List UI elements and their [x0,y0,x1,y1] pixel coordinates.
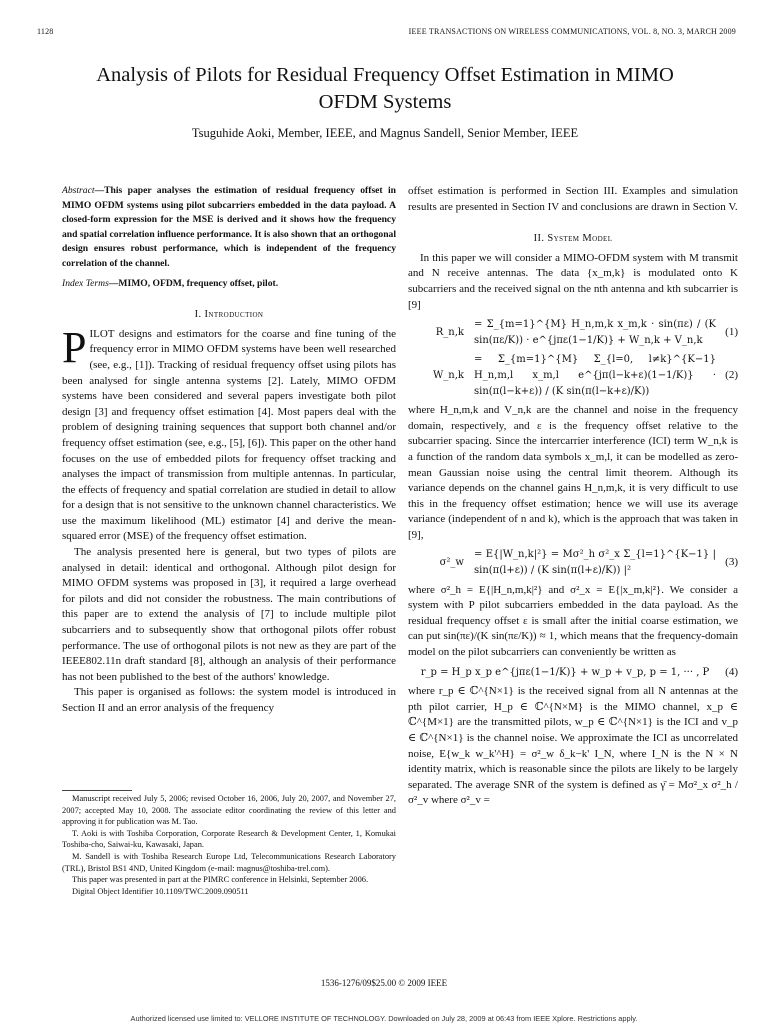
equation-2-rhs: = Σ_{m=1}^{M} Σ_{l=0, l≠k}^{K−1} H_n,m,l x_m,l e^{jπ(l−k+ε)(1−1/K)} · sin(π(l−k+ε)) / (K sin(π(l−k+ε)/K)) [474,354,716,397]
journal-header: IEEE TRANSACTIONS ON WIRELESS COMMUNICATIONS, VOL. 8, NO. 3, MARCH 2009 [408,27,736,36]
equation-3-rhs: = E{|W_n,k|²} = Mσ²_h σ²_x Σ_{l=1}^{K−1} | sin(π(l+ε)) / (K sin(π(l+ε)/K)) |² [474,549,716,577]
paper-authors: Tsuguhide Aoki, Member, IEEE, and Magnus Sandell, Senior Member, IEEE [191,126,579,140]
equation-1-number: (1) [725,325,738,338]
section-heading-system-model: II. System Model [533,233,613,245]
abstract [62,184,396,272]
equation-1 [408,317,738,348]
equation-4-number: (4) [725,665,738,678]
footnote-aoki: T. Aoki is with Toshiba Corporation, Corporate Research & Development Center, 1, Komukai Toshiba-cho, Saiwai-ku, Kawasaki, Japan. [62,828,396,850]
licence-notice: Authorized licensed use limited to: VELLORE INSTITUTE OF TECHNOLOGY. Downloaded on July 28, 2009 at 06:43 from IEEE Xplore. Restrictions apply. [130,1014,638,1023]
equation-1-lhs: R_n,k [435,326,464,338]
page-number: 1128 [37,27,54,36]
equation-3-lhs: σ²_w [439,557,464,569]
intro-paragraph-3: This paper is organised as follows: the system model is introduced in Section II and an error analysis of the frequency [62,686,396,714]
equation-4 [408,665,738,681]
footnote-block [62,793,396,897]
right-paragraph-4: where σ²_h = E{|H_n,m,k|²} and σ²_x = E{|x_m,k|²}. We consider a system with P pilot subcarriers embedded in the data payload. As the residual frequency offset ε is small after the initial coarse estimation, we can put sin(πε)/(K sin(πε/K)) ≈ 1, which means that the frequency-domain model on the pilot subcarriers can conveniently be written as [408,583,738,659]
index-terms-label: Index Terms [62,277,109,289]
equation-3 [408,547,738,578]
index-terms-text: —MIMO, OFDM, frequency offset, pilot. [108,277,279,289]
dropcap: P [62,322,87,372]
equation-1-rhs: = Σ_{m=1}^{M} H_n,m,k x_m,k · sin(πε) / (K sin(πε/K)) · e^{jπε(1−1/K)} + W_n,k + V_n,k [474,319,716,346]
equation-2 [408,352,738,399]
abstract-text: —This paper analyses the estimation of residual frequency offset in MIMO OFDM systems using pilot subcarriers embedded in the data payload. A closed-form expression for the MSE is derived and it shows how the frequency and spatial correlation influence performance. It is also shown that an orthogonal design ensures robust performance, which is independent of the frequency correlation of the channel. [62,185,396,269]
footnote-doi: Digital Object Identifier 10.1109/TWC.2009.090511 [72,886,249,896]
right-paragraph-3: where H_n,m,k and V_n,k are the channel and noise in the frequency domain, respectively, and ε is the frequency offset relative to the subcarrier spacing. Since the intercarrier interference (ICI) term W_n,k is a function of the random data symbols x_m,l, it can be modelled as zero-mean Gaussian noise using the central limit theorem. Although its variance depends on the channel gains H_n,m,k, it is very difficult to use this in the frequency offset estimation; hence we will use its average variance (independent of n and k), which is the approach that was taken in [9], [408,404,738,541]
footnote-pimrc: This paper was presented in part at the PIMRC conference in Helsinki, September 2006. [72,875,369,885]
right-column [408,184,738,809]
section-heading-introduction: I. Introduction [194,309,264,321]
equation-3-number: (3) [725,556,738,569]
abstract-label: Abstract [62,185,95,196]
copyright-line: 1536-1276/09$25.00 © 2009 IEEE [320,978,448,988]
footnote-rule [62,790,132,791]
intro-paragraph-1 [62,322,396,545]
right-paragraph-1: offset estimation is performed in Section III. Examples and simulation results are presented in Section IV and conclusions are drawn in Section V. [408,185,738,213]
right-paragraph-2: In this paper we will consider a MIMO-OFDM system with M transmit and N receive antennas. The data {x_m,k} is modulated onto K subcarriers and the received signal on the nth antenna and kth subcarrier is [9] [408,251,738,311]
footnote-manuscript: Manuscript received July 5, 2006; revised October 16, 2006, July 20, 2007, and November 27, 2007; accepted May 10, 2008. The associate editor coordinating the review of this letter and approving it for publication was M. Tao. [62,794,396,827]
equation-4-body: r_p = H_p x_p e^{jπε(1−1/K)} + w_p + v_p, p = 1, ··· , P [420,666,710,678]
intro-paragraph-1-text: ILOT designs and estimators for the coarse and fine tuning of the frequency error in MIMO OFDM systems have been well researched (see, e.g., [1]). Tracking of residual frequency offset using pilots has been analysed for single antenna systems [2]. Lately, MIMO OFDM systems have been considered and several papers investigate both pilot design [3] and frequency offset estimation [4]. Most papers deal with the problem of designing training sequences that support both channel and/or frequency offset estimation (see, e.g., [5], [6]). This paper on the other hand focuses on the use of embedded pilots for frequency offset tracking and analyses the impact of transmission from multiple antennas. In particular, the effects of frequency and spatial correlation are studied in detail to allow for a design that is not sensitive to the unknown channel characteristics. We use the maximum likelihood (ML) estimator [4] and derive the mean-squared error (MSE) of the frequency offset estimation. [62,327,396,543]
equation-2-lhs: W_n,k [433,369,464,381]
paper-title: Analysis of Pilots for Residual Frequency Offset Estimation in MIMO OFDM Systems [96,64,674,113]
intro-paragraph-2: The analysis presented here is general, but two types of pilots are analysed in detail: identical and orthogonal. Although pilot design for MIMO OFDM systems was proposed in [3], it required a large overhead for pilots and did not consider the robustness. The main contributions of this paper are to extend the analysis of [7] to include multiple pilot subcarriers and to subsequently show that orthogonal pilots offer robust performance. The use of orthogonal pilots is not new as they are part of the IEEE802.11n draft standard [8], although an analysis of their performance has not been published to the best of the authors' knowledge. [62,546,396,683]
index-terms [62,276,396,292]
footnote-sandell: M. Sandell is with Toshiba Research Europe Ltd, Telecommunications Research Laboratory (TRL), Bristol BS1 4ND, United Kingdom (e-mail: magnus@toshiba-trel.com). [62,851,396,873]
right-paragraph-5: where r_p ∈ ℂ^{N×1} is the received signal from all N antennas at the pth pilot carrier, H_p ∈ ℂ^{N×M} is the MIMO channel, x_p ∈ ℂ^{M×1} are the transmitted pilots, w_p ∈ ℂ^{N×1} is the ICI and v_p ∈ ℂ^{N×1} is the channel noise. We approximate the ICI as uncorrelated noise, E{w_k w_k'^H} = σ²_w δ_k−k' I_N, where I_N is the N × N identity matrix, which is reasonable since the pilots are likely to be largely separated. The average SNR of the system is defined as γ̄ = Mσ²_x σ²_h / σ²_v where σ²_v = [408,685,738,807]
equation-2-number: (2) [725,368,738,381]
left-column [62,184,396,717]
